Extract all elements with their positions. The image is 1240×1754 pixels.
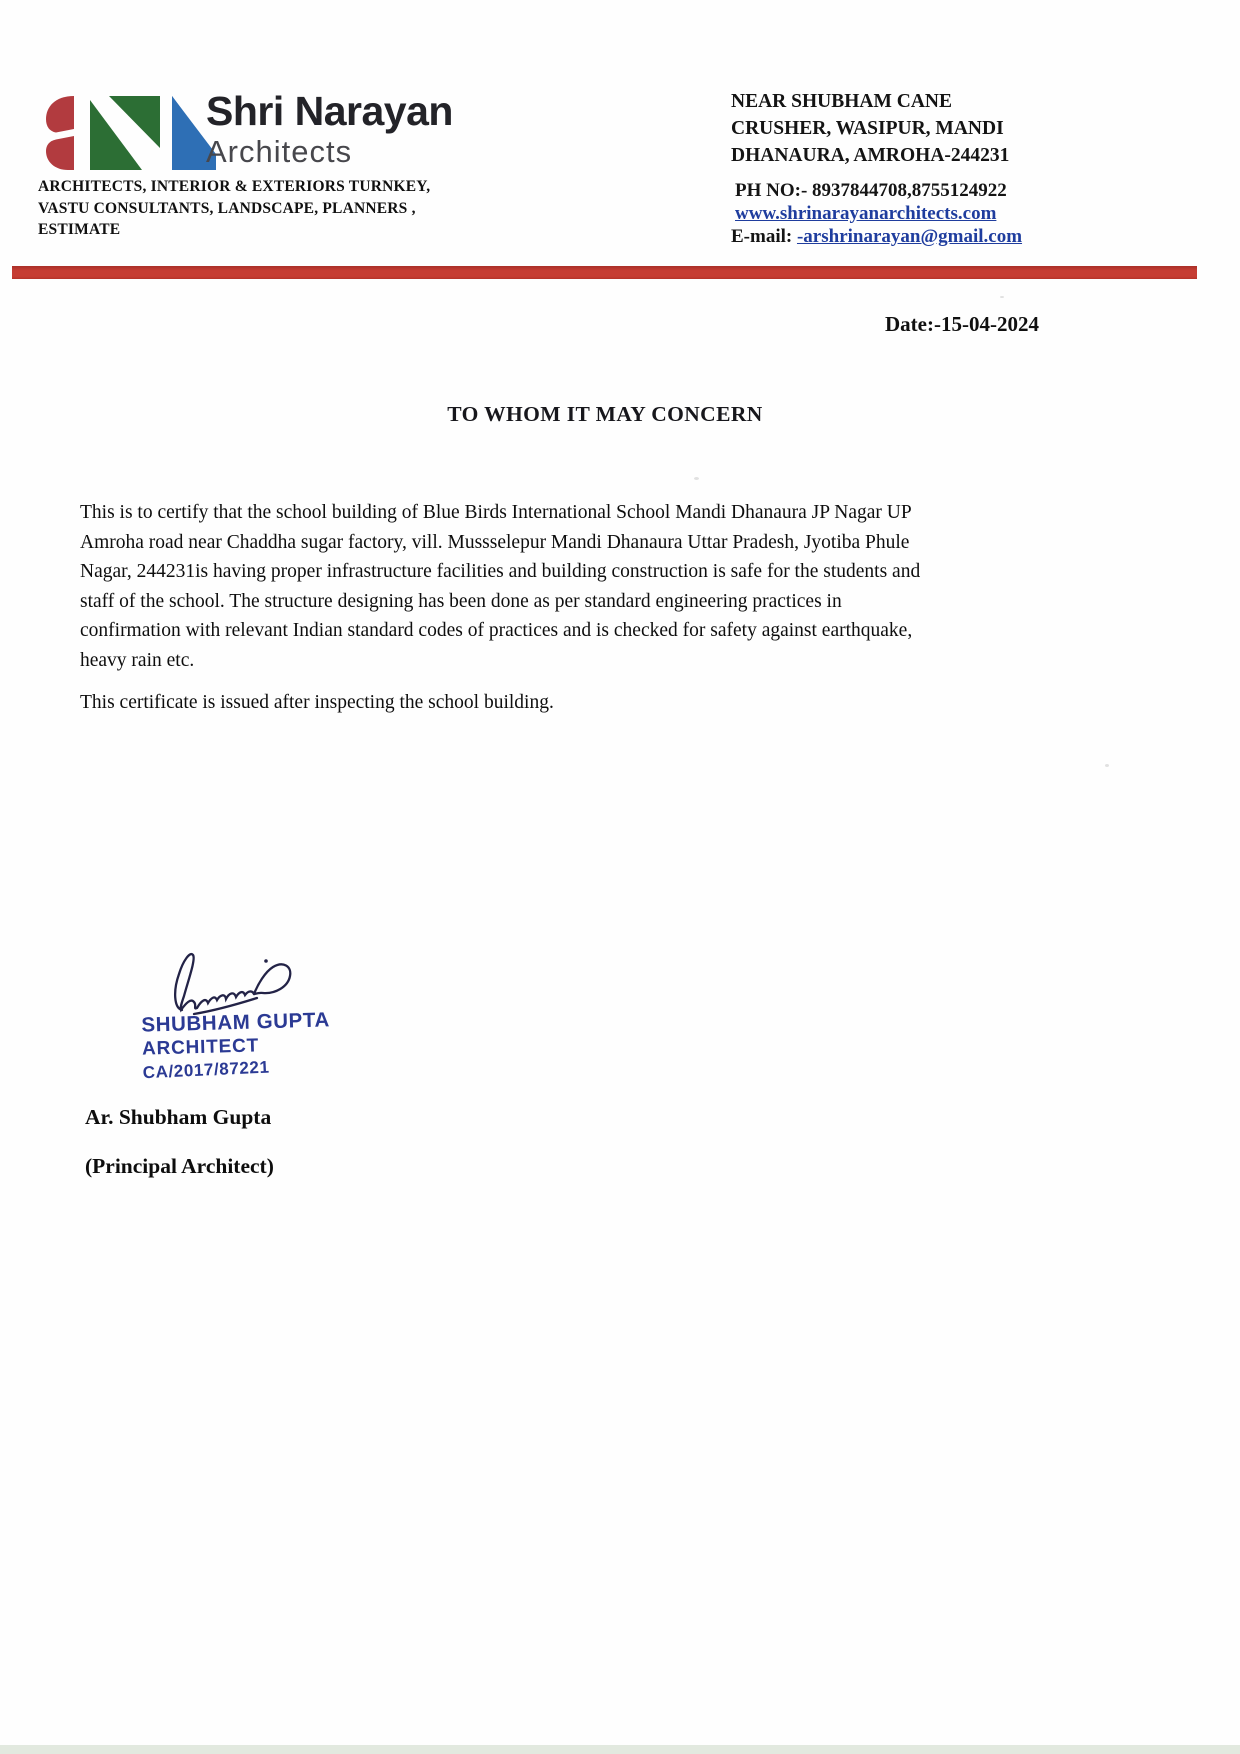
scan-edge-artifact xyxy=(0,1745,1240,1754)
email-link[interactable]: -arshrinarayan@gmail.com xyxy=(796,226,1023,247)
paragraph-line: staff of the school. The structure designing has been done as per standard engineering practices in xyxy=(80,590,842,612)
signatory-role: (Principal Architect) xyxy=(85,1154,274,1178)
address-line: DHANAURA, AMROHA-244231 xyxy=(731,145,1010,166)
paragraph-line: Amroha road near Chaddha sugar factory, vill. Mussselepur Mandi Dhanaura Uttar Pradesh, Jyotiba Phule xyxy=(80,531,910,553)
stamp-registration-number: CA/2017/87221 xyxy=(142,1057,270,1083)
paragraph-line: This is to certify that the school building of Blue Birds International School Mandi Dhanaura JP Nagar UP xyxy=(80,502,912,523)
tagline-line: ESTIMATE xyxy=(38,221,121,238)
handwritten-signature-icon xyxy=(160,944,300,1016)
letter-title: TO WHOM IT MAY CONCERN xyxy=(447,402,763,426)
paragraph-line: Nagar, 244231is having proper infrastructure facilities and building construction is safe for the students and xyxy=(80,561,921,582)
email-label: E-mail: xyxy=(731,226,797,247)
brand-name: Shri Narayan xyxy=(206,88,453,134)
website-link[interactable]: www.shrinarayanarchitects.com xyxy=(735,203,997,224)
brand-block xyxy=(206,90,453,170)
firm-address xyxy=(731,88,1009,169)
stamp-role: ARCHITECT xyxy=(141,1035,260,1060)
letter-date: Date:-15-04-2024 xyxy=(885,312,1039,336)
brand-subname: Architects xyxy=(206,134,353,170)
paragraph-line: heavy rain etc. xyxy=(80,649,195,671)
tagline-line: VASTU CONSULTANTS, LANDSCAPE, PLANNERS , xyxy=(38,199,416,217)
certificate-paragraph xyxy=(80,498,920,675)
stamp-name: SHUBHAM GUPTA xyxy=(141,1008,331,1037)
address-line: NEAR SHUBHAM CANE xyxy=(731,91,953,112)
scan-speck xyxy=(694,477,699,480)
scan-speck xyxy=(1105,764,1109,767)
tagline-line: ARCHITECTS, INTERIOR & EXTERIORS TURNKEY, xyxy=(38,178,431,195)
header-divider-bar xyxy=(12,266,1197,279)
firm-tagline xyxy=(38,176,430,241)
email-line xyxy=(731,226,1022,248)
shri-narayan-logo-icon xyxy=(38,88,216,180)
address-line: CRUSHER, WASIPUR, MANDI xyxy=(731,118,1004,139)
signatory-name: Ar. Shubham Gupta xyxy=(85,1105,272,1129)
phone-number: PH NO:- 8937844708,8755124922 xyxy=(735,180,1007,201)
paragraph-line: confirmation with relevant Indian standard codes of practices and is checked for safety against earthquake, xyxy=(80,620,913,641)
scan-speck xyxy=(1000,296,1004,298)
closing-paragraph: This certificate is issued after inspecting the school building. xyxy=(80,692,554,713)
architect-stamp xyxy=(141,1007,331,1082)
